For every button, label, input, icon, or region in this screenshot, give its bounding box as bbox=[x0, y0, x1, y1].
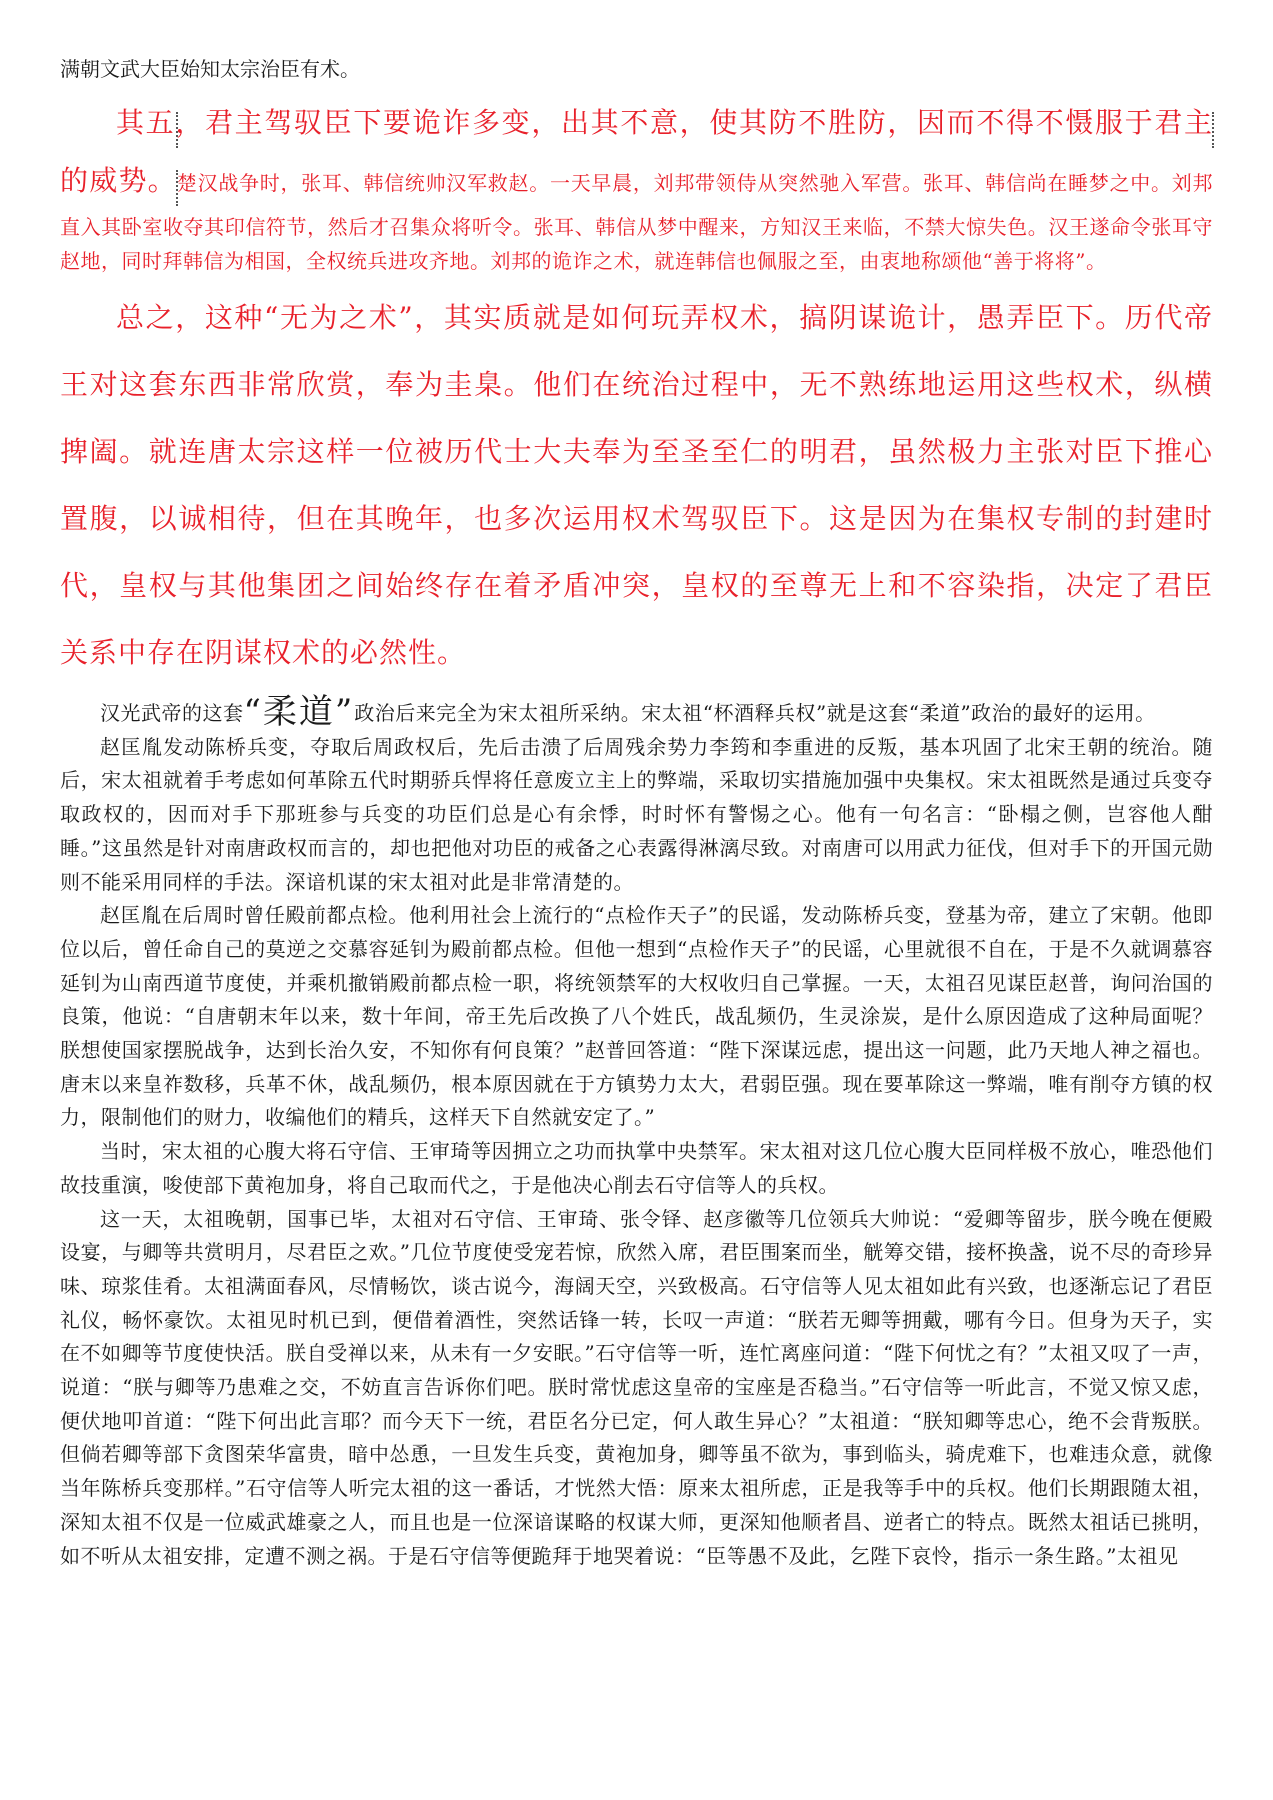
body-paragraph-4: 这一天，太祖晚朝，国事已毕，太祖对石守信、王审琦、张令铎、赵彦徽等几位领兵大帅说：“爱卿等留步，朕今晚在便殿设宴，与卿等共赏明月，尽君臣之欢。”几位节度使受宠若惊，欣然入席，君臣围案而坐，觥筹交错，接杯换盏，说不尽的奇珍异味、琼浆佳肴。太祖满面春风，尽情畅饮，谈古说今，海阔天空，兴致极高。石守信等人见太祖如此有兴致，也逐渐忘记了君臣礼仪，畅怀豪饮。太祖见时机已到，便借着酒性，突然话锋一转，长叹一声道：“朕若无卿等拥戴，哪有今日。但身为天子，实在不如卿等节度使快活。朕自受禅以来，从未有一夕安眠。”石守信等一听，连忙离座问道：“陛下何忧之有？”太祖又叹了一声，说道：“朕与卿等乃患难之交，不妨直言告诉你们吧。朕时常忧虑这皇帝的宝座是否稳当。”石守信等一听此言，不觉又惊又虑，便伏地叩首道：“陛下何出此言耶？而今天下一统，君臣名分已定，何人敢生异心？”太祖道：“朕知卿等忠心，绝不会背叛朕。但倘若卿等部下贪图荣华富贵，暗中怂恿，一旦发生兵变，黄袍加身，卿等虽不欲为，事到临头，骑虎难下，也难违众意，就像当年陈桥兵变那样。”石守信等人听完太祖的这一番话，才恍然大悟：原来太祖所虑，正是我等手中的兵权。他们长期跟随太祖，深知太祖不仅是一位威武雄豪之人，而且也是一位深谙谋略的权谋大师，更深知他顺者昌、逆者亡的特点。既然太祖话已挑明，如不听从太祖安排，定遭不测之祸。于是石守信等便跪拜于地哭着说：“臣等愚不及此，乞陛下哀怜，指示一条生路。”太祖见 bbox=[60, 1206, 1213, 1568]
body-paragraph-2: 赵匡胤在后周时曾任殿前都点检。他利用社会上流行的“点检作天子”的民谣，发动陈桥兵变，登基为帝，建立了宋朝。他即位以后，曾任命自己的莫逆之交慕容延钊为殿前都点检。但他一想到“点检作天子”的民谣，心里就很不自在，于是不久就调慕容延钊为山南西道节度使，并乘机撤销殿前都点检一职，将统领禁军的大权收归自己掌握。一天，太祖召见谋臣赵普，询问治国的良策，他说：“自唐朝末年以来，数十年间，帝王先后改换了八个姓氏，战乱频仍，生灵涂炭，是什么原因造成了这种局面呢？朕想使国家摆脱战争，达到长治久安，不知你有何良策？”赵普回答道：“陛下深谋远虑，提出这一问题，此乃天地人神之福也。唐末以来皇祚数移，兵革不休，战乱频仍，根本原因就在于方镇势力太大，君弱臣强。现在要革除这一弊端，唯有削夺方镇的权力，限制他们的财力，收编他们的精兵，这样天下自然就安定了。” bbox=[60, 903, 1213, 1130]
point-five-paragraph bbox=[60, 94, 1213, 278]
rou-dao-term: “柔道” bbox=[243, 692, 355, 732]
intro-line: 满朝文武大臣始知太宗治臣有术。 bbox=[60, 57, 360, 81]
body-paragraph-3: 当时，宋太祖的心腹大将石守信、王审琦等因拥立之功而执掌中央禁军。宋太祖对这几位心腹大臣同样极不放心，唯恐他们故技重演，唆使部下黄袍加身，将自己取而代之，于是他决心削去石守信等人的兵权。 bbox=[60, 1139, 1213, 1197]
rou-dao-after: 政治后来完全为宋太祖所采纳。宋太祖“杯酒释兵权”就是这套“柔道”政治的最好的运用。 bbox=[354, 701, 1156, 725]
document-page bbox=[60, 52, 1213, 1573]
point-five-body: 楚汉战争时，张耳、韩信统帅汉军救赵。一天早晨，刘邦带领侍从突然驰入军营。张耳、韩信尚在睡梦之中。刘邦直入其卧室收夺其印信符节，然后才召集众将听令。张耳、韩信从梦中醒来，方知汉王来临，不禁大惊失色。汉王遂命令张耳守赵地，同时拜韩信为相国，全权统兵进攻齐地。刘邦的诡诈之术，就连韩信也佩服之至，由衷地称颂他“善于将将”。 bbox=[60, 171, 1213, 273]
rou-dao-before: 汉光武帝的这套 bbox=[100, 701, 244, 725]
summary-paragraph: 总之，这种“无为之术”，其实质就是如何玩弄权术，搞阴谋诡计，愚弄臣下。历代帝王对这套东西非常欣赏，奉为圭臬。他们在统治过程中，无不熟练地运用这些权术，纵横捭阖。就连唐太宗这样一位被历代士大夫奉为至圣至仁的明君，虽然极力主张对臣下推心置腹，以诚相待，但在其晚年，也多次运用权术驾驭臣下。这是因为在集权专制的封建时代，皇权与其他集团之间始终存在着矛盾冲突，皇权的至尊无上和不容染指，决定了君臣关系中存在阴谋权术的必然性。 bbox=[60, 301, 1213, 669]
rou-dao-paragraph bbox=[60, 692, 1213, 732]
point-five-heading: 其五，君主驾驭臣下要诡诈多变，出其不意，使其防不胜防，因而不得不慑服于君主的威势。 bbox=[60, 106, 1213, 197]
body-paragraph-1: 赵匡胤发动陈桥兵变，夺取后周政权后，先后击溃了后周残余势力李筠和李重进的反叛，基本巩固了北宋王朝的统治。随后，宋太祖就着手考虑如何革除五代时期骄兵悍将任意废立主上的弊端，采取切实措施加强中央集权。宋太祖既然是通过兵变夺取政权的，因而对手下那班参与兵变的功臣们总是心有余悸，时时怀有警惕之心。他有一句名言：“卧榻之侧，岂容他人酣睡。”这虽然是针对南唐政权而言的，却也把他对功臣的戒备之心表露得淋漓尽致。对南唐可以用武力征伐，但对手下的开国元勋则不能采用同样的手法。深谙机谋的宋太祖对此是非常清楚的。 bbox=[60, 734, 1213, 894]
